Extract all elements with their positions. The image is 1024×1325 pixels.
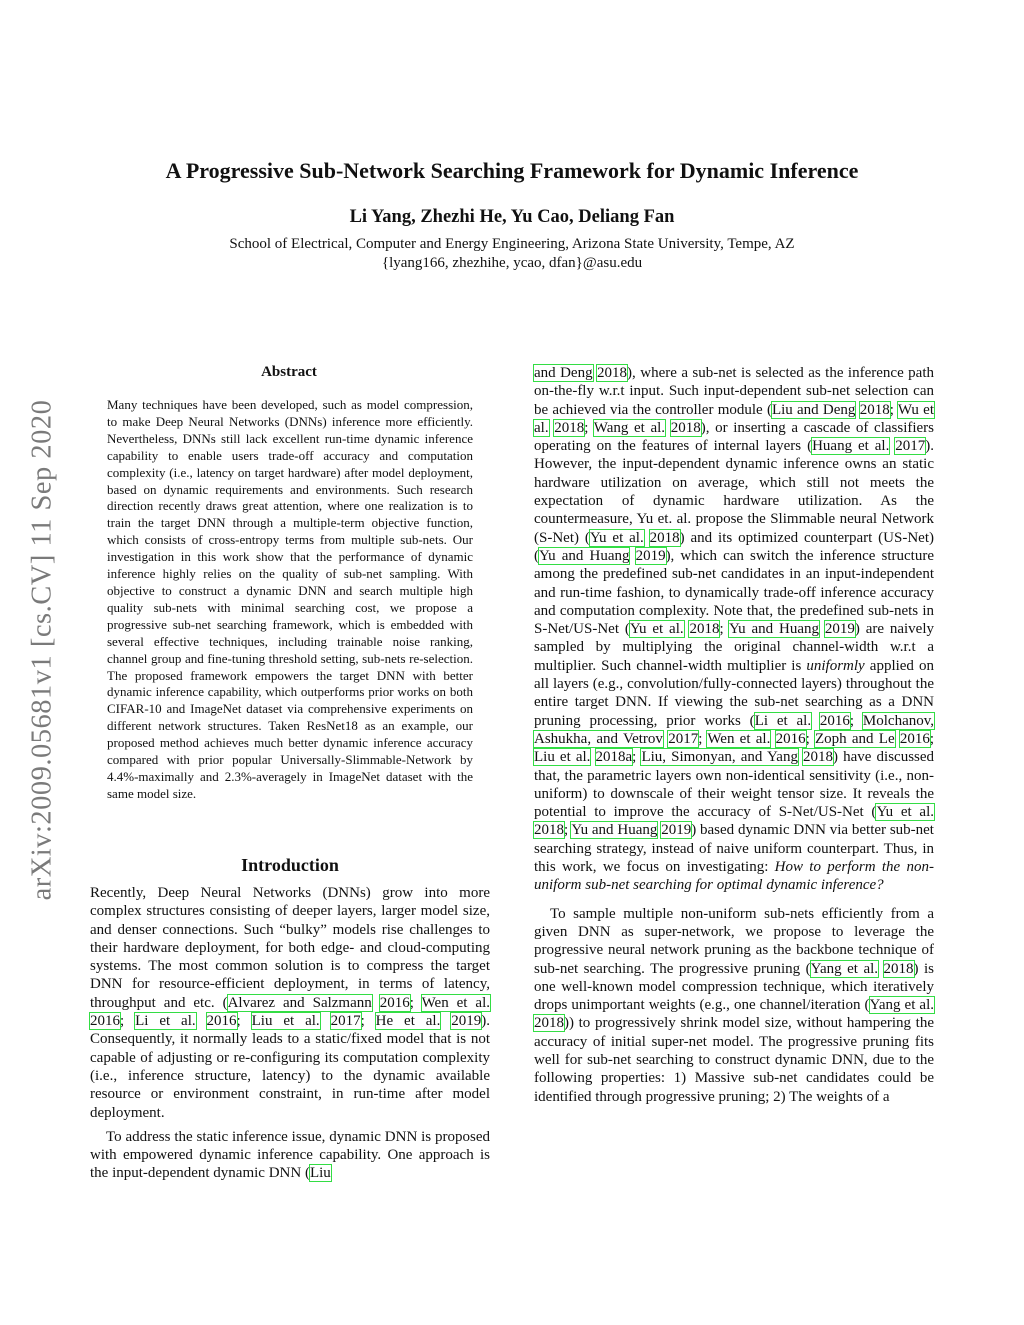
citation-link[interactable]: Yang et al. (810, 960, 879, 977)
citation-link[interactable]: Li et al. (754, 712, 812, 729)
author-affiliation-block (0, 235, 1024, 273)
text-run: Recently, Deep Neural Networks (DNNs) grow into more complex structures consisting of deeper layers, larger model size, and denser connections. Such “bulky” models rise challenges to their hardware deployment, for both edge- and cloud-computing systems. The most common solution is to compress the target DNN for resource-efficient deployment, in terms of latency, throughput and etc. ( (90, 885, 490, 1011)
abstract-text: Many techniques have been developed, such as model compression, to make Deep Neural Networks (DNNs) inference more efficiently. Nevertheless, DNNs still lack excellent run-time dynamic inference capability to enable users trade-off accuracy and computation complexity (i.e., latency on target hardware) after model deployment, based on dynamic requirements and environments. Such research direction recently draws great attention, where one realization is to train the target DNN through a multiple-term objective function, which consists of cross-entropy terms from multiple sub-nets. Our investigation in this work show that the performance of dynamic inference highly relies on the quality of sub-net sampling. With objective to construct a dynamic DNN and search multiple high quality sub-nets with minimal searching cost, we propose a progressive sub-net searching framework, which is embedded with several effective techniques, including trainable noise ranking, channel group and fine-tuning threshold setting, sub-nets re-selection. The proposed framework empowers the target DNN with better dynamic inference capability, which outperforms prior works on both CIFAR-10 and ImageNet dataset via comprehensive experiments on different network structures. Taken ResNet18 as an example, our proposed method achieves much better dynamic inference accuracy compared with prior popular Universally-Slimmable-Network by 4.4%-maximally and 2.3%-averagely in ImageNet dataset with the same model size. (107, 397, 473, 801)
text-run: ; (719, 621, 729, 638)
citation-year-link[interactable]: 2018 (803, 749, 834, 766)
citation-year-link[interactable]: 2018 (534, 822, 564, 839)
research-question: How to perform the non-uniform sub-net searching for optimal dynamic inference? (534, 859, 934, 894)
text-run: applied on all layers (e.g., convolution/fully-connected layers) throughout the entire target DNN. If viewing the sub-net searching as a DNN pruning processing, prior works ( (534, 657, 934, 729)
citation-year-link[interactable]: 2018 (670, 419, 701, 436)
intro-paragraph-2 (90, 1128, 490, 1183)
citation-year-link[interactable]: 2017 (895, 438, 926, 455)
introduction-heading: Introduction (241, 855, 339, 875)
citation-year-link[interactable]: 2017 (668, 730, 699, 747)
citation-link[interactable]: and Deng (534, 365, 593, 381)
citation-year-link[interactable]: 2019 (661, 822, 692, 839)
citation-year-link[interactable]: 2018 (689, 621, 720, 638)
text-run: ) and its optimized counterpart (US-Net) ( (534, 529, 934, 564)
citation-link[interactable]: Huang et al. (812, 438, 890, 455)
citation-link[interactable]: Li et al. (135, 1013, 196, 1030)
text-run: To address the static inference issue, dynamic DNN is proposed with empowered dynamic inference capability. One approach is the input-dependent dynamic DNN ( (90, 1128, 490, 1182)
citation-link[interactable]: Alvarez and Salzmann (227, 994, 372, 1011)
text-run: )) to progressively shrink model size, without hampering the accuracy of initial super-net model. The progressive pruning fits well for sub-net searching to construct dynamic DNN, due to the following properties: 1) Massive sub-net candidates could be identified through progressive pruning; 2) The weights of a (534, 1015, 934, 1105)
citation-link[interactable]: Yang et al. (869, 997, 934, 1014)
citation-link[interactable]: Yu and Huang (728, 621, 819, 638)
arxiv-identifier: arXiv:2009.05681v1 [cs.CV] 11 Sep 2020 (26, 399, 58, 901)
citation-link[interactable]: Yu et al. (589, 529, 644, 546)
citation-link[interactable]: Liu (309, 1165, 331, 1182)
citation-year-link[interactable]: 2019 (635, 547, 666, 564)
text-run: ; (849, 712, 863, 729)
left-column-body (90, 884, 490, 1183)
citation-link[interactable]: Wen et al. (421, 994, 490, 1011)
citation-year-link[interactable]: 2018 (534, 1015, 564, 1032)
citation-link[interactable]: Yu and Huang (571, 822, 658, 839)
text-run: ; (698, 730, 708, 747)
text-run: ; (889, 401, 898, 418)
intro-paragraph-3 (534, 905, 934, 1106)
text-run: ; (236, 1013, 252, 1030)
text-run: ). Consequently, it normally leads to a static/fixed model that is not capable of adjusting or re-configuring its computation complexity (i.e., inference structure, latency) to the dynamic available resource or environment constraint, in run-time after model deployment. (90, 1013, 490, 1121)
text-run: ; (564, 822, 572, 839)
text-run: ; (929, 730, 935, 747)
citation-link[interactable]: He et al. (375, 1013, 441, 1030)
intro-paragraph-1 (90, 884, 490, 1122)
citation-year-link[interactable]: 2019 (824, 621, 855, 638)
paper-authors: Li Yang, Zhezhi He, Yu Cao, Deliang Fan (349, 207, 675, 227)
text-run: ; (409, 994, 422, 1011)
text-run: ; (120, 1013, 136, 1030)
text-run: To sample multiple non-uniform sub-nets efficiently from a given DNN as super-network, we propose to leverage the progressive neural network pruning as the backbone technique of sub-net searching. The progressive pruning ( (534, 905, 934, 977)
citation-link[interactable]: Wu et al. (534, 401, 934, 436)
citation-year-link[interactable]: 2017 (330, 1013, 361, 1030)
citation-link[interactable]: Yu et al. (629, 621, 684, 638)
citation-link[interactable]: Zoph and Le (814, 730, 895, 747)
citation-year-link[interactable]: 2016 (379, 994, 410, 1011)
citation-year-link[interactable]: 2016 (819, 712, 850, 729)
text-run: ; (632, 749, 642, 766)
citation-link[interactable]: Liu et al. (251, 1013, 320, 1030)
text-run: ) are naively sampled by multiplying the original channel-width w.r.t a multiplier. Such channel-width multiplier is (534, 621, 934, 674)
text-run: ), where a sub-net is selected as the inference path on-the-fly w.r.t input. Such input-dependent sub-net selection can be achieved via the controller module ( (534, 365, 934, 418)
abstract-heading: Abstract (261, 364, 317, 380)
citation-link[interactable]: Wen et al. (707, 730, 771, 747)
text-run: ) is one well-known model compression technique, which iteratively drops unimportant weights (e.g., one channel/iteration ( (534, 960, 934, 1014)
text-run: ), or inserting a cascade of classifiers operating on the features of internal layers ( (534, 419, 935, 455)
citation-year-link[interactable]: 2016 (206, 1013, 237, 1030)
arxiv-sidebar (20, 350, 64, 950)
citation-year-link[interactable]: 2016 (775, 730, 806, 747)
text-run: ; (584, 419, 594, 436)
affiliation: School of Electrical, Computer and Energy Engineering, Arizona State University, Tempe, AZ (229, 236, 795, 252)
paper-title: A Progressive Sub-Network Searching Framework for Dynamic Inference (165, 158, 859, 183)
text-run: ), which can switch the inference structure among the predefined sub-net candidates in an input-independent and run-time fashion, to dynamically trade-off inference accuracy and computation complexity. Note that, the predefined sub-nets in S-Net/US-Net ( (534, 547, 934, 638)
citation-year-link[interactable]: 2018 (649, 529, 680, 546)
citation-year-link[interactable]: 2019 (451, 1013, 482, 1030)
emphasis-text: uniformly (806, 657, 865, 674)
citation-link[interactable]: Yu and Huang (539, 547, 630, 564)
citation-link[interactable]: Liu and Deng (771, 401, 856, 418)
citation-link[interactable]: Yu et al. (876, 804, 934, 821)
citation-link[interactable]: Wang et al. (593, 419, 666, 436)
author-emails: {lyang166, zhezhihe, ycao, dfan}@asu.edu (381, 255, 643, 271)
citation-year-link[interactable]: 2018a (595, 749, 633, 766)
text-run: ; (360, 1013, 376, 1030)
right-column-body (534, 364, 934, 1106)
text-run: ) have discussed that, the parametric layers own non-identical sensitivity (i.e., non-uniform) to downscale of their weight tensor size. It reveals the potential to improve the accuracy of S-Net/US-Net ( (534, 749, 935, 821)
citation-year-link[interactable]: 2018 (597, 365, 628, 381)
citation-link[interactable]: Liu, Simonyan, and Yang (641, 749, 798, 766)
text-run: ) based dynamic DNN via better sub-net searching strategy, instead of naive uniform counterpart. Thus, in this work, we focus on investigating: (534, 822, 934, 876)
intro-paragraph-2-continued (534, 364, 934, 895)
citation-year-link[interactable]: 2018 (859, 401, 890, 418)
citation-year-link[interactable]: 2016 (899, 730, 930, 747)
citation-link[interactable]: Liu et al. (534, 749, 591, 766)
text-run: ; (805, 730, 815, 747)
citation-year-link[interactable]: 2018 (883, 960, 914, 977)
text-run: ). However, the input-dependent dynamic inference owns an static hardware utilization on average, which still not meets the expectation of dynamic hardware utilization. As the countermeasure, Yu et. al. propose the Slimmable neural Network (S-Net) ( (534, 438, 935, 546)
citation-link[interactable]: Molchanov, Ashukha, and Vetrov (534, 712, 935, 747)
citation-year-link[interactable]: 2016 (90, 1013, 120, 1030)
citation-year-link[interactable]: 2018 (554, 419, 585, 436)
